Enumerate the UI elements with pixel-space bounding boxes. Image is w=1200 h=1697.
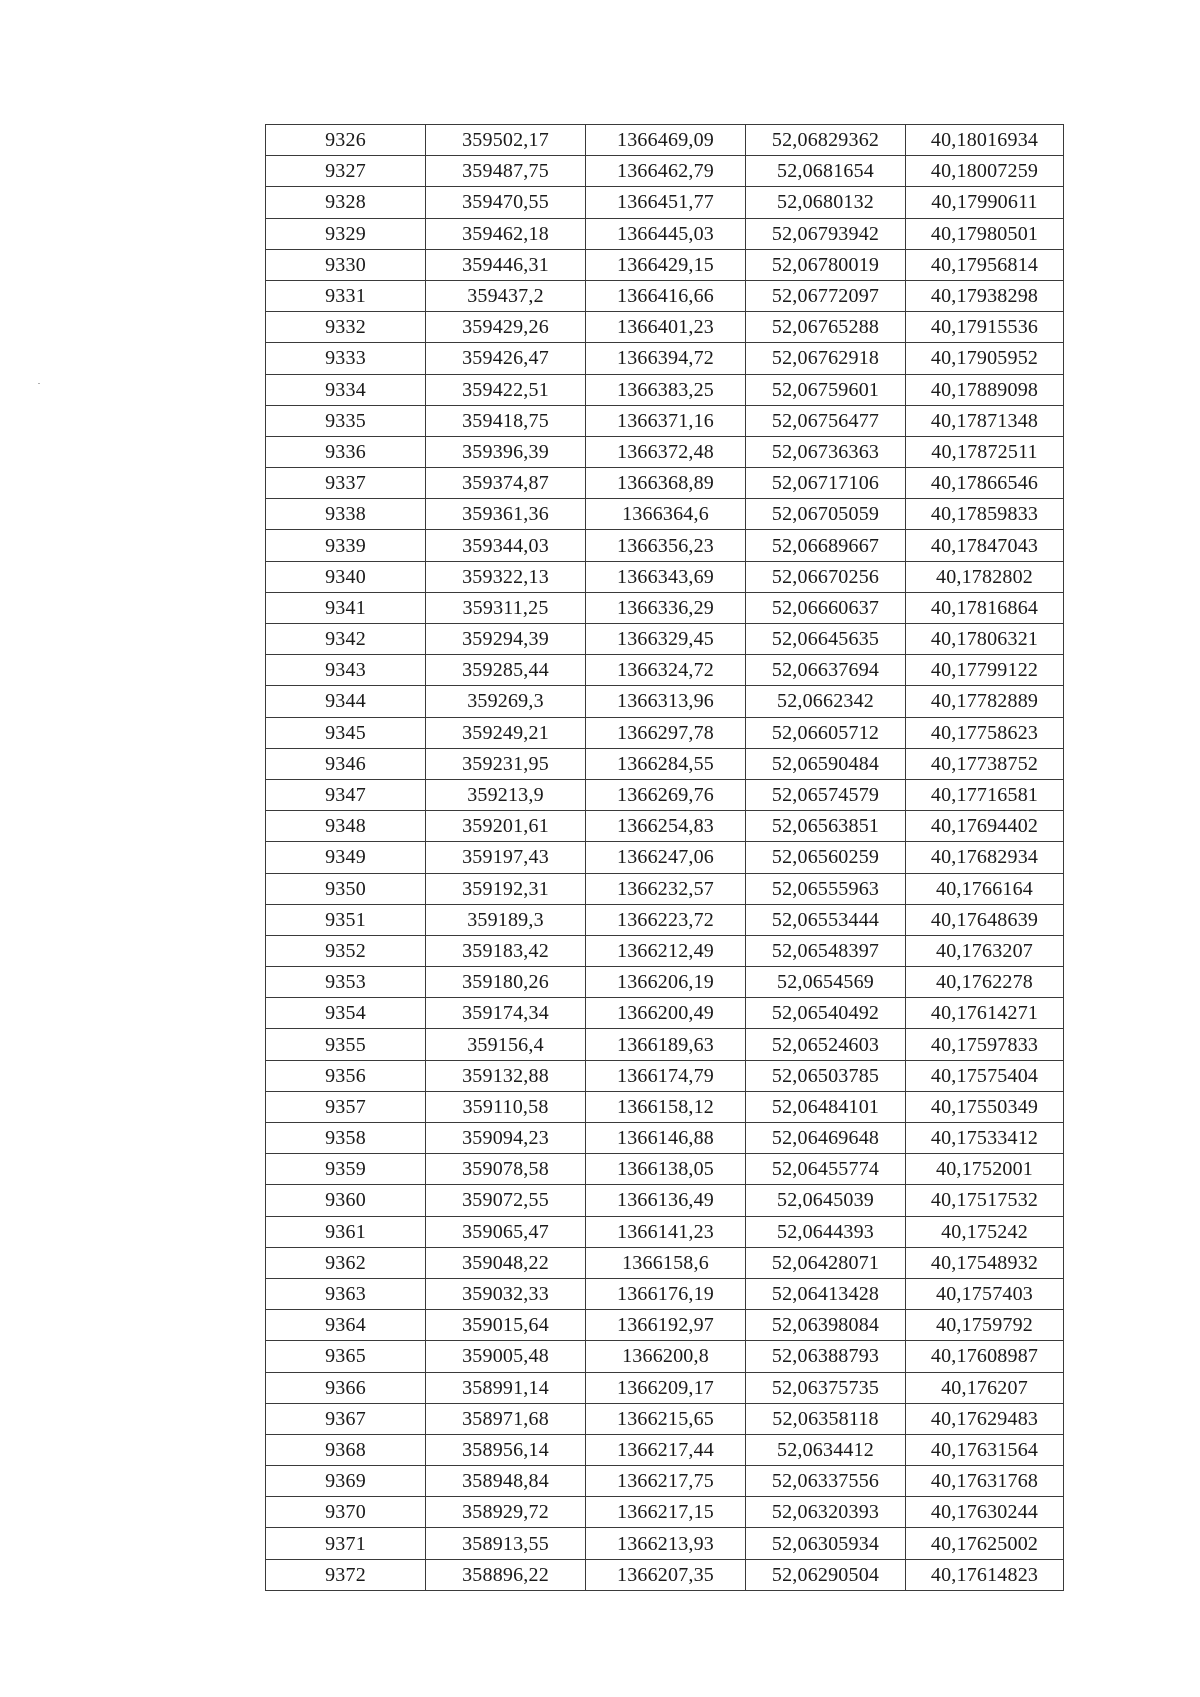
point-number-cell: 9372: [266, 1559, 426, 1590]
x-coordinate-cell: 359174,34: [426, 998, 586, 1029]
point-number-cell: 9337: [266, 468, 426, 499]
latitude-cell: 52,06660637: [746, 592, 906, 623]
table-row: [266, 1310, 1064, 1341]
x-coordinate-cell: 359180,26: [426, 967, 586, 998]
x-coordinate-cell: 359311,25: [426, 592, 586, 623]
x-coordinate-cell: 359418,75: [426, 405, 586, 436]
latitude-cell: 52,06553444: [746, 904, 906, 935]
y-coordinate-cell: 1366209,17: [586, 1372, 746, 1403]
longitude-cell: 40,17694402: [906, 811, 1064, 842]
longitude-cell: 40,17648639: [906, 904, 1064, 935]
table-row: [266, 624, 1064, 655]
table-row: [266, 967, 1064, 998]
longitude-cell: 40,1763207: [906, 935, 1064, 966]
x-coordinate-cell: 358971,68: [426, 1403, 586, 1434]
x-coordinate-cell: 359294,39: [426, 624, 586, 655]
table-row: [266, 1341, 1064, 1372]
x-coordinate-cell: 359201,61: [426, 811, 586, 842]
y-coordinate-cell: 1366174,79: [586, 1060, 746, 1091]
latitude-cell: 52,06548397: [746, 935, 906, 966]
y-coordinate-cell: 1366176,19: [586, 1278, 746, 1309]
point-number-cell: 9359: [266, 1154, 426, 1185]
point-number-cell: 9342: [266, 624, 426, 655]
x-coordinate-cell: 359446,31: [426, 249, 586, 280]
x-coordinate-cell: 359249,21: [426, 717, 586, 748]
x-coordinate-cell: 359078,58: [426, 1154, 586, 1185]
table-row: [266, 530, 1064, 561]
y-coordinate-cell: 1366336,29: [586, 592, 746, 623]
y-coordinate-cell: 1366138,05: [586, 1154, 746, 1185]
table-row: [266, 1403, 1064, 1434]
table-row: [266, 873, 1064, 904]
table-row: [266, 218, 1064, 249]
longitude-cell: 40,17871348: [906, 405, 1064, 436]
y-coordinate-cell: 1366146,88: [586, 1123, 746, 1154]
latitude-cell: 52,06637694: [746, 655, 906, 686]
y-coordinate-cell: 1366158,12: [586, 1091, 746, 1122]
table-row: [266, 436, 1064, 467]
y-coordinate-cell: 1366232,57: [586, 873, 746, 904]
point-number-cell: 9366: [266, 1372, 426, 1403]
longitude-cell: 40,17629483: [906, 1403, 1064, 1434]
table-row: [266, 468, 1064, 499]
y-coordinate-cell: 1366343,69: [586, 561, 746, 592]
x-coordinate-cell: 359156,4: [426, 1029, 586, 1060]
x-coordinate-cell: 359437,2: [426, 280, 586, 311]
x-coordinate-cell: 359269,3: [426, 686, 586, 717]
longitude-cell: 40,17859833: [906, 499, 1064, 530]
longitude-cell: 40,17782889: [906, 686, 1064, 717]
latitude-cell: 52,06398084: [746, 1310, 906, 1341]
longitude-cell: 40,17990611: [906, 187, 1064, 218]
x-coordinate-cell: 359183,42: [426, 935, 586, 966]
scan-speck: [38, 383, 40, 384]
y-coordinate-cell: 1366313,96: [586, 686, 746, 717]
y-coordinate-cell: 1366254,83: [586, 811, 746, 842]
x-coordinate-cell: 358948,84: [426, 1466, 586, 1497]
x-coordinate-cell: 359015,64: [426, 1310, 586, 1341]
x-coordinate-cell: 359094,23: [426, 1123, 586, 1154]
y-coordinate-cell: 1366158,6: [586, 1247, 746, 1278]
longitude-cell: 40,18007259: [906, 156, 1064, 187]
table-row: [266, 1029, 1064, 1060]
x-coordinate-cell: 359110,58: [426, 1091, 586, 1122]
table-row: [266, 499, 1064, 530]
table-row: [266, 1185, 1064, 1216]
y-coordinate-cell: 1366189,63: [586, 1029, 746, 1060]
y-coordinate-cell: 1366462,79: [586, 156, 746, 187]
x-coordinate-cell: 358896,22: [426, 1559, 586, 1590]
y-coordinate-cell: 1366217,15: [586, 1497, 746, 1528]
longitude-cell: 40,1782802: [906, 561, 1064, 592]
table-row: [266, 1216, 1064, 1247]
point-number-cell: 9358: [266, 1123, 426, 1154]
table-row: [266, 748, 1064, 779]
table-row: [266, 312, 1064, 343]
y-coordinate-cell: 1366329,45: [586, 624, 746, 655]
point-number-cell: 9327: [266, 156, 426, 187]
x-coordinate-cell: 359048,22: [426, 1247, 586, 1278]
x-coordinate-cell: 359213,9: [426, 779, 586, 810]
latitude-cell: 52,06759601: [746, 374, 906, 405]
y-coordinate-cell: 1366356,23: [586, 530, 746, 561]
y-coordinate-cell: 1366247,06: [586, 842, 746, 873]
latitude-cell: 52,06305934: [746, 1528, 906, 1559]
longitude-cell: 40,17799122: [906, 655, 1064, 686]
longitude-cell: 40,17866546: [906, 468, 1064, 499]
longitude-cell: 40,17682934: [906, 842, 1064, 873]
longitude-cell: 40,17631564: [906, 1434, 1064, 1465]
point-number-cell: 9370: [266, 1497, 426, 1528]
longitude-cell: 40,17631768: [906, 1466, 1064, 1497]
y-coordinate-cell: 1366141,23: [586, 1216, 746, 1247]
table-row: [266, 249, 1064, 280]
latitude-cell: 52,06555963: [746, 873, 906, 904]
x-coordinate-cell: 359197,43: [426, 842, 586, 873]
latitude-cell: 52,06563851: [746, 811, 906, 842]
x-coordinate-cell: 359422,51: [426, 374, 586, 405]
longitude-cell: 40,17550349: [906, 1091, 1064, 1122]
longitude-cell: 40,176207: [906, 1372, 1064, 1403]
latitude-cell: 52,06765288: [746, 312, 906, 343]
latitude-cell: 52,06780019: [746, 249, 906, 280]
latitude-cell: 52,06574579: [746, 779, 906, 810]
y-coordinate-cell: 1366206,19: [586, 967, 746, 998]
table-row: [266, 998, 1064, 1029]
point-number-cell: 9334: [266, 374, 426, 405]
latitude-cell: 52,06290504: [746, 1559, 906, 1590]
x-coordinate-cell: 359231,95: [426, 748, 586, 779]
point-number-cell: 9344: [266, 686, 426, 717]
point-number-cell: 9367: [266, 1403, 426, 1434]
x-coordinate-cell: 359189,3: [426, 904, 586, 935]
latitude-cell: 52,0645039: [746, 1185, 906, 1216]
x-coordinate-cell: 359072,55: [426, 1185, 586, 1216]
y-coordinate-cell: 1366371,16: [586, 405, 746, 436]
x-coordinate-cell: 359429,26: [426, 312, 586, 343]
y-coordinate-cell: 1366364,6: [586, 499, 746, 530]
y-coordinate-cell: 1366192,97: [586, 1310, 746, 1341]
longitude-cell: 40,17938298: [906, 280, 1064, 311]
latitude-cell: 52,06717106: [746, 468, 906, 499]
table-row: [266, 125, 1064, 156]
point-number-cell: 9353: [266, 967, 426, 998]
y-coordinate-cell: 1366212,49: [586, 935, 746, 966]
y-coordinate-cell: 1366297,78: [586, 717, 746, 748]
table-row: [266, 374, 1064, 405]
point-number-cell: 9365: [266, 1341, 426, 1372]
x-coordinate-cell: 358956,14: [426, 1434, 586, 1465]
longitude-cell: 40,17816864: [906, 592, 1064, 623]
x-coordinate-cell: 359065,47: [426, 1216, 586, 1247]
latitude-cell: 52,0680132: [746, 187, 906, 218]
y-coordinate-cell: 1366469,09: [586, 125, 746, 156]
latitude-cell: 52,0654569: [746, 967, 906, 998]
longitude-cell: 40,1759792: [906, 1310, 1064, 1341]
y-coordinate-cell: 1366284,55: [586, 748, 746, 779]
latitude-cell: 52,06762918: [746, 343, 906, 374]
point-number-cell: 9349: [266, 842, 426, 873]
latitude-cell: 52,06375735: [746, 1372, 906, 1403]
point-number-cell: 9351: [266, 904, 426, 935]
latitude-cell: 52,06605712: [746, 717, 906, 748]
point-number-cell: 9331: [266, 280, 426, 311]
x-coordinate-cell: 359361,36: [426, 499, 586, 530]
y-coordinate-cell: 1366215,65: [586, 1403, 746, 1434]
table-row: [266, 1434, 1064, 1465]
x-coordinate-cell: 359285,44: [426, 655, 586, 686]
table-row: [266, 1091, 1064, 1122]
longitude-cell: 40,1752001: [906, 1154, 1064, 1185]
point-number-cell: 9368: [266, 1434, 426, 1465]
latitude-cell: 52,06590484: [746, 748, 906, 779]
latitude-cell: 52,06560259: [746, 842, 906, 873]
table-row: [266, 1154, 1064, 1185]
latitude-cell: 52,06413428: [746, 1278, 906, 1309]
point-number-cell: 9352: [266, 935, 426, 966]
point-number-cell: 9356: [266, 1060, 426, 1091]
table-row: [266, 592, 1064, 623]
y-coordinate-cell: 1366200,49: [586, 998, 746, 1029]
longitude-cell: 40,17905952: [906, 343, 1064, 374]
table-row: [266, 1528, 1064, 1559]
table-row: [266, 156, 1064, 187]
table-row: [266, 1123, 1064, 1154]
longitude-cell: 40,17915536: [906, 312, 1064, 343]
y-coordinate-cell: 1366445,03: [586, 218, 746, 249]
table-row: [266, 1278, 1064, 1309]
latitude-cell: 52,06705059: [746, 499, 906, 530]
latitude-cell: 52,06388793: [746, 1341, 906, 1372]
x-coordinate-cell: 359396,39: [426, 436, 586, 467]
point-number-cell: 9361: [266, 1216, 426, 1247]
point-number-cell: 9332: [266, 312, 426, 343]
y-coordinate-cell: 1366217,75: [586, 1466, 746, 1497]
y-coordinate-cell: 1366401,23: [586, 312, 746, 343]
x-coordinate-cell: 359322,13: [426, 561, 586, 592]
longitude-cell: 40,1766164: [906, 873, 1064, 904]
latitude-cell: 52,06689667: [746, 530, 906, 561]
y-coordinate-cell: 1366429,15: [586, 249, 746, 280]
longitude-cell: 40,17548932: [906, 1247, 1064, 1278]
point-number-cell: 9369: [266, 1466, 426, 1497]
x-coordinate-cell: 359487,75: [426, 156, 586, 187]
latitude-cell: 52,06358118: [746, 1403, 906, 1434]
point-number-cell: 9346: [266, 748, 426, 779]
latitude-cell: 52,06540492: [746, 998, 906, 1029]
latitude-cell: 52,06645635: [746, 624, 906, 655]
table-row: [266, 655, 1064, 686]
point-number-cell: 9340: [266, 561, 426, 592]
longitude-cell: 40,17980501: [906, 218, 1064, 249]
y-coordinate-cell: 1366372,48: [586, 436, 746, 467]
point-number-cell: 9345: [266, 717, 426, 748]
longitude-cell: 40,1757403: [906, 1278, 1064, 1309]
point-number-cell: 9350: [266, 873, 426, 904]
point-number-cell: 9363: [266, 1278, 426, 1309]
y-coordinate-cell: 1366416,66: [586, 280, 746, 311]
latitude-cell: 52,06524603: [746, 1029, 906, 1060]
table-row: [266, 280, 1064, 311]
point-number-cell: 9343: [266, 655, 426, 686]
latitude-cell: 52,06829362: [746, 125, 906, 156]
table-row: [266, 1060, 1064, 1091]
longitude-cell: 40,17608987: [906, 1341, 1064, 1372]
longitude-cell: 40,18016934: [906, 125, 1064, 156]
longitude-cell: 40,17533412: [906, 1123, 1064, 1154]
point-number-cell: 9357: [266, 1091, 426, 1122]
point-number-cell: 9338: [266, 499, 426, 530]
point-number-cell: 9330: [266, 249, 426, 280]
y-coordinate-cell: 1366207,35: [586, 1559, 746, 1590]
x-coordinate-cell: 359192,31: [426, 873, 586, 904]
latitude-cell: 52,06503785: [746, 1060, 906, 1091]
point-number-cell: 9348: [266, 811, 426, 842]
point-number-cell: 9355: [266, 1029, 426, 1060]
longitude-cell: 40,17517532: [906, 1185, 1064, 1216]
point-number-cell: 9362: [266, 1247, 426, 1278]
latitude-cell: 52,06469648: [746, 1123, 906, 1154]
y-coordinate-cell: 1366217,44: [586, 1434, 746, 1465]
table-row: [266, 935, 1064, 966]
latitude-cell: 52,06793942: [746, 218, 906, 249]
point-number-cell: 9364: [266, 1310, 426, 1341]
longitude-cell: 40,17847043: [906, 530, 1064, 561]
point-number-cell: 9333: [266, 343, 426, 374]
latitude-cell: 52,0662342: [746, 686, 906, 717]
y-coordinate-cell: 1366383,25: [586, 374, 746, 405]
point-number-cell: 9336: [266, 436, 426, 467]
table-row: [266, 1497, 1064, 1528]
table-row: [266, 686, 1064, 717]
latitude-cell: 52,06337556: [746, 1466, 906, 1497]
latitude-cell: 52,0644393: [746, 1216, 906, 1247]
point-number-cell: 9328: [266, 187, 426, 218]
longitude-cell: 40,175242: [906, 1216, 1064, 1247]
point-number-cell: 9335: [266, 405, 426, 436]
point-number-cell: 9341: [266, 592, 426, 623]
longitude-cell: 40,17758623: [906, 717, 1064, 748]
latitude-cell: 52,0634412: [746, 1434, 906, 1465]
x-coordinate-cell: 358991,14: [426, 1372, 586, 1403]
table-row: [266, 1247, 1064, 1278]
x-coordinate-cell: 359132,88: [426, 1060, 586, 1091]
y-coordinate-cell: 1366368,89: [586, 468, 746, 499]
longitude-cell: 40,17889098: [906, 374, 1064, 405]
point-number-cell: 9326: [266, 125, 426, 156]
point-number-cell: 9354: [266, 998, 426, 1029]
x-coordinate-cell: 359005,48: [426, 1341, 586, 1372]
latitude-cell: 52,06428071: [746, 1247, 906, 1278]
table-row: [266, 717, 1064, 748]
latitude-cell: 52,06670256: [746, 561, 906, 592]
longitude-cell: 40,17630244: [906, 1497, 1064, 1528]
y-coordinate-cell: 1366324,72: [586, 655, 746, 686]
x-coordinate-cell: 359374,87: [426, 468, 586, 499]
point-number-cell: 9371: [266, 1528, 426, 1559]
table-row: [266, 405, 1064, 436]
x-coordinate-cell: 359470,55: [426, 187, 586, 218]
y-coordinate-cell: 1366269,76: [586, 779, 746, 810]
y-coordinate-cell: 1366451,77: [586, 187, 746, 218]
table-row: [266, 779, 1064, 810]
table-row: [266, 343, 1064, 374]
latitude-cell: 52,06772097: [746, 280, 906, 311]
point-number-cell: 9339: [266, 530, 426, 561]
x-coordinate-cell: 359344,03: [426, 530, 586, 561]
point-number-cell: 9360: [266, 1185, 426, 1216]
x-coordinate-cell: 359462,18: [426, 218, 586, 249]
x-coordinate-cell: 358913,55: [426, 1528, 586, 1559]
point-number-cell: 9329: [266, 218, 426, 249]
longitude-cell: 40,17625002: [906, 1528, 1064, 1559]
latitude-cell: 52,06736363: [746, 436, 906, 467]
table-row: [266, 842, 1064, 873]
latitude-cell: 52,06756477: [746, 405, 906, 436]
coordinates-table: [265, 124, 1064, 1591]
longitude-cell: 40,17575404: [906, 1060, 1064, 1091]
table-row: [266, 561, 1064, 592]
latitude-cell: 52,0681654: [746, 156, 906, 187]
y-coordinate-cell: 1366394,72: [586, 343, 746, 374]
table-row: [266, 187, 1064, 218]
longitude-cell: 40,17872511: [906, 436, 1064, 467]
x-coordinate-cell: 358929,72: [426, 1497, 586, 1528]
table-row: [266, 904, 1064, 935]
y-coordinate-cell: 1366136,49: [586, 1185, 746, 1216]
x-coordinate-cell: 359426,47: [426, 343, 586, 374]
y-coordinate-cell: 1366200,8: [586, 1341, 746, 1372]
longitude-cell: 40,17956814: [906, 249, 1064, 280]
table-row: [266, 1559, 1064, 1590]
coordinates-table-body: [266, 125, 1064, 1591]
latitude-cell: 52,06455774: [746, 1154, 906, 1185]
longitude-cell: 40,17614271: [906, 998, 1064, 1029]
y-coordinate-cell: 1366213,93: [586, 1528, 746, 1559]
point-number-cell: 9347: [266, 779, 426, 810]
longitude-cell: 40,17614823: [906, 1559, 1064, 1590]
longitude-cell: 40,1762278: [906, 967, 1064, 998]
table-row: [266, 1372, 1064, 1403]
longitude-cell: 40,17716581: [906, 779, 1064, 810]
latitude-cell: 52,06484101: [746, 1091, 906, 1122]
longitude-cell: 40,17597833: [906, 1029, 1064, 1060]
x-coordinate-cell: 359502,17: [426, 125, 586, 156]
y-coordinate-cell: 1366223,72: [586, 904, 746, 935]
latitude-cell: 52,06320393: [746, 1497, 906, 1528]
x-coordinate-cell: 359032,33: [426, 1278, 586, 1309]
longitude-cell: 40,17738752: [906, 748, 1064, 779]
table-row: [266, 811, 1064, 842]
longitude-cell: 40,17806321: [906, 624, 1064, 655]
table-row: [266, 1466, 1064, 1497]
